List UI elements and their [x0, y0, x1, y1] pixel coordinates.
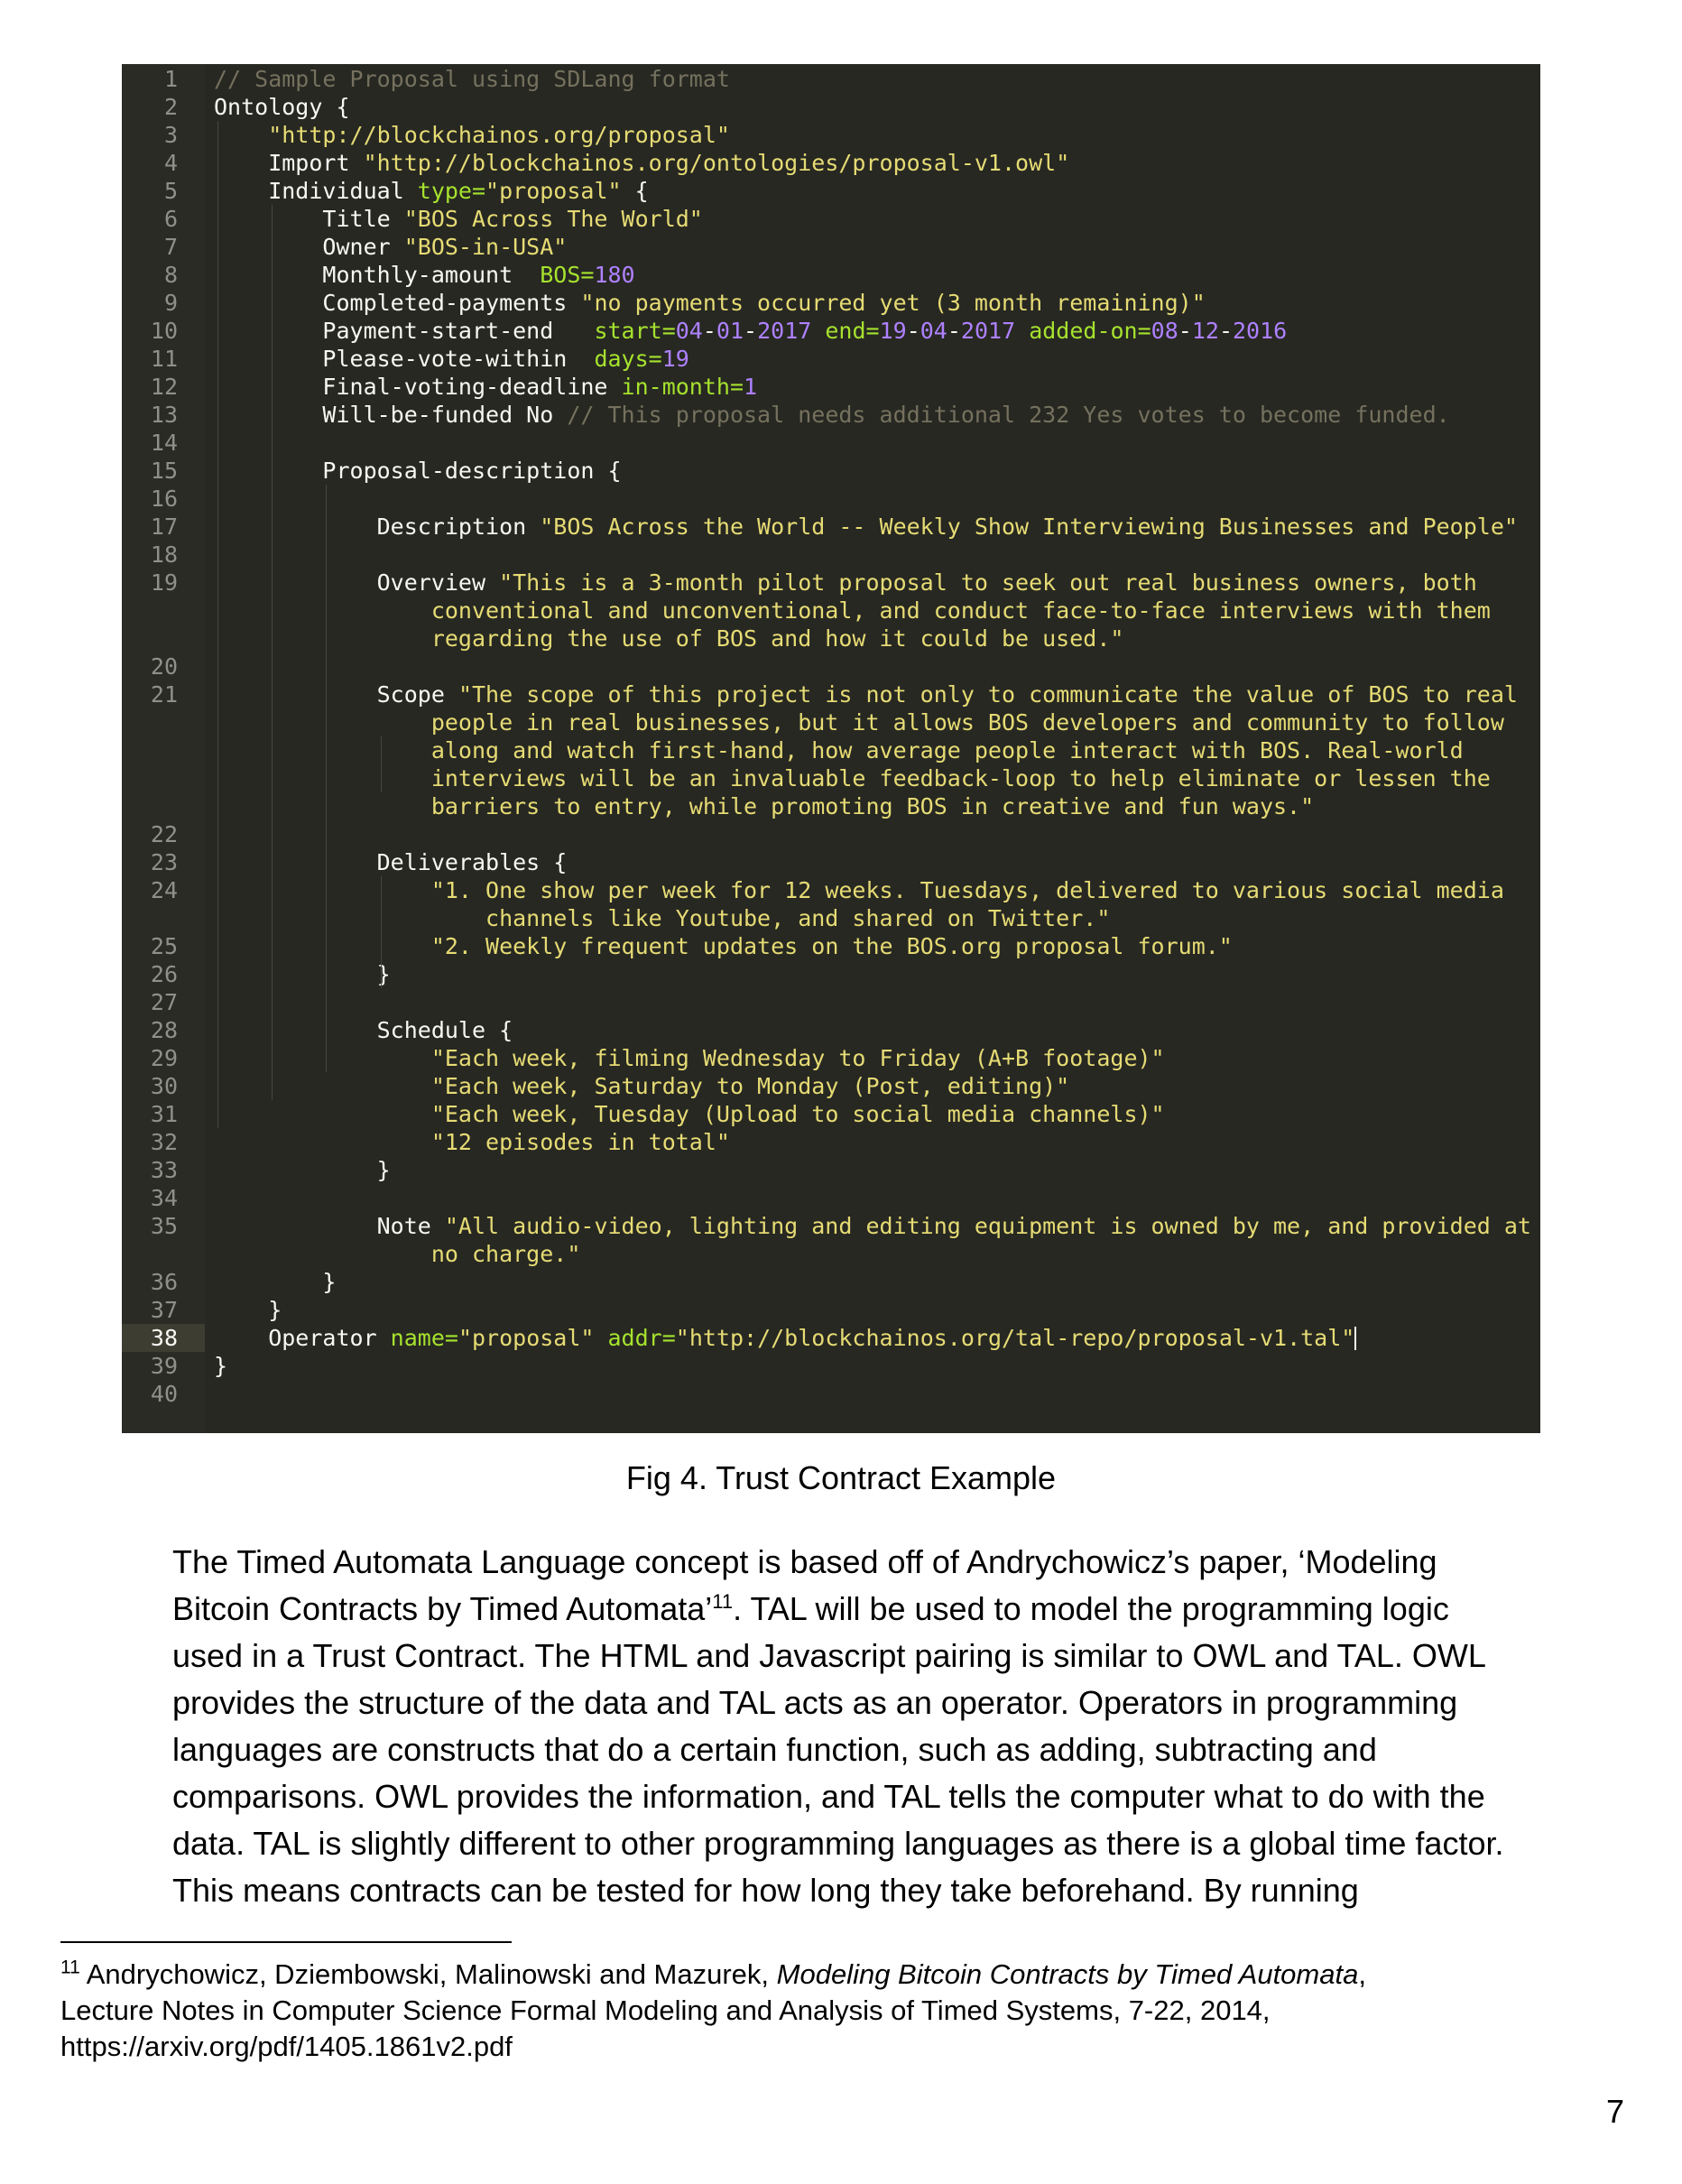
footnote [60, 1957, 1649, 2065]
code-token: Import [214, 150, 364, 176]
line-number: 27 [150, 989, 178, 1015]
code-line [122, 988, 1540, 1016]
code-line [122, 708, 1540, 736]
code-token: Description [214, 514, 541, 540]
code-line [122, 1128, 1540, 1156]
code-text[interactable] [214, 625, 1123, 652]
code-text[interactable] [214, 848, 567, 876]
code-line [122, 1156, 1540, 1184]
line-number: 17 [150, 514, 178, 540]
code-line [122, 261, 1540, 289]
line-number: 13 [150, 402, 178, 428]
code-token: "BOS-in-USA" [403, 234, 568, 260]
indent-guide [381, 876, 382, 988]
code-line [122, 876, 1540, 904]
code-text[interactable] [214, 205, 703, 233]
code-token: Proposal-description { [214, 458, 622, 484]
line-number: 6 [163, 206, 178, 232]
code-token: "2. Weekly frequent updates on the BOS.org proposal forum." [430, 933, 1233, 959]
code-text[interactable] [214, 764, 1491, 792]
code-line [122, 1044, 1540, 1072]
code-line [122, 1212, 1540, 1240]
code-token: 08 [1151, 318, 1178, 344]
code-token [214, 1101, 431, 1127]
code-line [122, 93, 1540, 121]
page-number: 7 [1605, 2093, 1624, 2130]
body-line-text: . TAL will be used to model the programming logic [733, 1590, 1449, 1627]
footnote-url[interactable]: https://arxiv.org/pdf/1405.1861v2.pdf [60, 2031, 513, 2062]
code-line [122, 149, 1540, 177]
code-token: } [214, 1297, 282, 1323]
body-line: The Timed Automata Language concept is based off of Andrychowicz’s paper, ‘Modeling [172, 1543, 1437, 1580]
code-token: Title [214, 206, 404, 232]
code-token: 180 [594, 262, 635, 288]
body-line: used in a Trust Contract. The HTML and Javascript pairing is similar to OWL and TAL. OWL [172, 1637, 1486, 1674]
code-token: Schedule { [214, 1017, 513, 1043]
code-line [122, 569, 1540, 597]
footnote-punct: , [1358, 1958, 1366, 1990]
code-token: BOS= [540, 262, 595, 288]
code-token: type= [417, 178, 486, 204]
code-text[interactable] [214, 708, 1504, 736]
code-text[interactable] [214, 1016, 513, 1044]
code-token: "12 episodes in total" [430, 1129, 730, 1155]
code-token: 04 [675, 318, 703, 344]
line-number: 20 [150, 653, 178, 680]
code-token: 12 [1191, 318, 1219, 344]
code-token: // This proposal needs additional 232 Yes votes to become funded. [567, 402, 1450, 428]
code-text[interactable] [214, 1352, 227, 1380]
line-number: 2 [163, 94, 178, 120]
code-line [122, 736, 1540, 764]
code-text[interactable] [214, 1296, 282, 1324]
code-text[interactable] [214, 904, 1110, 932]
body-line: This means contracts can be tested for how long they take beforehand. By running [172, 1872, 1359, 1909]
indent-guide [326, 485, 327, 1072]
body-line: comparisons. OWL provides the information, and TAL tells the computer what to do with the [172, 1778, 1485, 1815]
code-token: "http://blockchainos.org/tal-repo/proposal-v1.tal" [675, 1325, 1355, 1351]
code-token [214, 1073, 431, 1099]
code-token: 19 [879, 318, 907, 344]
code-token: Final-voting-deadline [214, 374, 622, 400]
code-token: - [702, 318, 716, 344]
line-number: 35 [150, 1213, 178, 1239]
line-number: 26 [150, 961, 178, 987]
code-token: - [744, 318, 758, 344]
code-token: "Each week, Tuesday (Upload to social media channels)" [430, 1101, 1165, 1127]
code-text[interactable] [214, 513, 1518, 541]
line-number: 33 [150, 1157, 178, 1183]
code-text[interactable] [214, 1044, 1165, 1072]
code-token: no charge." [214, 1241, 581, 1267]
code-line [122, 317, 1540, 345]
footnote-authors: Andrychowicz, Dziembowski, Malinowski and Mazurek, [86, 1958, 777, 1990]
code-token: 04 [920, 318, 947, 344]
code-token: end= [811, 318, 880, 344]
footnote-separator [60, 1941, 512, 1943]
code-token: Overview [214, 569, 500, 596]
code-token: } [214, 1353, 228, 1379]
code-line [122, 289, 1540, 317]
code-line [122, 1100, 1540, 1128]
code-token: in-month= [621, 374, 744, 400]
line-number: 23 [150, 849, 178, 875]
line-number: 22 [150, 821, 178, 847]
code-text[interactable] [214, 1100, 1165, 1128]
code-token [214, 1129, 431, 1155]
code-token: conventional and unconventional, and conduct face-to-face interviews with them [214, 597, 1491, 624]
code-token: "The scope of this project is not only to communicate the value of BOS to real [457, 681, 1518, 708]
code-line [122, 457, 1540, 485]
code-token: - [947, 318, 961, 344]
code-token: along and watch first-hand, how average people interact with BOS. Real-world [214, 737, 1464, 763]
line-number: 14 [150, 430, 178, 456]
code-text[interactable] [214, 121, 730, 149]
code-line [122, 848, 1540, 876]
indent-guide [381, 736, 382, 792]
indent-guide [272, 205, 273, 1100]
code-token: interviews will be an invaluable feedback-loop to help eliminate or lessen the [214, 765, 1491, 791]
line-number: 1 [163, 66, 178, 92]
code-token: days= [594, 346, 662, 372]
code-token: "proposal" [485, 178, 622, 204]
code-line [122, 513, 1540, 541]
code-line [122, 597, 1540, 625]
code-token: 1 [744, 374, 758, 400]
line-number: 5 [163, 178, 178, 204]
code-token: "proposal" [457, 1325, 595, 1351]
code-line [122, 485, 1540, 513]
code-text[interactable] [214, 65, 730, 93]
body-line: provides the structure of the data and TAL acts as an operator. Operators in programming [172, 1684, 1458, 1721]
code-token: added-on= [1015, 318, 1151, 344]
line-number: 16 [150, 486, 178, 512]
line-number: 28 [150, 1017, 178, 1043]
line-number: 40 [150, 1381, 178, 1407]
code-text[interactable] [214, 401, 1450, 429]
code-token: - [1218, 318, 1233, 344]
line-number: 10 [150, 318, 178, 344]
code-line [122, 1352, 1540, 1380]
code-text[interactable] [214, 93, 350, 121]
footnote-number: 11 [60, 1957, 80, 1978]
code-token: { [336, 94, 350, 120]
code-token: Ontology [214, 94, 337, 120]
code-token: Deliverables { [214, 849, 568, 875]
code-line [122, 429, 1540, 457]
code-line [122, 1268, 1540, 1296]
code-token: "Each week, Saturday to Monday (Post, editing)" [430, 1073, 1070, 1099]
code-token: "Each week, filming Wednesday to Friday (A+B footage)" [430, 1045, 1165, 1071]
line-number: 9 [163, 290, 178, 316]
indent-guide [217, 121, 218, 1128]
footnote-line: Lecture Notes in Computer Science Formal Modeling and Analysis of Timed Systems, 7-22, 2014, [60, 1994, 1271, 2026]
code-text[interactable] [214, 680, 1518, 708]
code-line [122, 820, 1540, 848]
code-token: 2016 [1233, 318, 1288, 344]
code-token: "1. One show per week for 12 weeks. Tuesdays, delivered to various social media [430, 877, 1504, 903]
code-token [214, 1045, 431, 1071]
figure-caption: Fig 4. Trust Contract Example [625, 1459, 1057, 1496]
code-text[interactable] [214, 457, 622, 485]
code-line [122, 121, 1540, 149]
code-text[interactable] [214, 1324, 1356, 1352]
code-line [122, 625, 1540, 652]
code-text[interactable] [214, 373, 757, 401]
code-text[interactable] [214, 261, 635, 289]
code-token: Payment-start-end [214, 318, 595, 344]
line-number: 4 [163, 150, 178, 176]
code-editor-screenshot [122, 64, 1540, 1433]
body-line-text: Bitcoin Contracts by Timed Automata’ [172, 1590, 713, 1627]
code-token: "BOS Across the World -- Weekly Show Interviewing Businesses and People" [540, 514, 1518, 540]
line-number: 32 [150, 1129, 178, 1155]
code-line [122, 764, 1540, 792]
code-token [214, 122, 268, 148]
code-line [122, 1296, 1540, 1324]
code-token: Owner [214, 234, 404, 260]
body-line [172, 1586, 1652, 1633]
line-number: 12 [150, 374, 178, 400]
line-number: 8 [163, 262, 178, 288]
code-text[interactable] [214, 597, 1491, 625]
code-line [122, 1240, 1540, 1268]
code-token: Monthly-amount [214, 262, 541, 288]
code-text[interactable] [214, 149, 1069, 177]
footnote-line [60, 1957, 1649, 1993]
code-line [122, 904, 1540, 932]
code-token: Completed-payments [214, 290, 581, 316]
line-number: 11 [150, 346, 178, 372]
code-token: 01 [716, 318, 744, 344]
code-text[interactable] [214, 233, 567, 261]
code-text[interactable] [214, 876, 1504, 904]
line-number: 37 [150, 1297, 178, 1323]
code-text[interactable] [214, 569, 1477, 597]
line-number: 18 [150, 541, 178, 568]
line-number: 39 [150, 1353, 178, 1379]
code-line [122, 401, 1540, 429]
code-line [122, 1072, 1540, 1100]
code-line [122, 205, 1540, 233]
code-token [214, 933, 431, 959]
code-token: "This is a 3-month pilot proposal to seek out real business owners, both [499, 569, 1477, 596]
line-number: 34 [150, 1185, 178, 1211]
code-token: Individual [214, 178, 418, 204]
line-number: 21 [150, 681, 178, 708]
code-token: Note [214, 1213, 445, 1239]
code-line [122, 65, 1540, 93]
code-line [122, 177, 1540, 205]
code-text[interactable] [214, 317, 1287, 345]
code-text[interactable] [214, 345, 689, 373]
text-cursor [1354, 1327, 1356, 1350]
code-token: "no payments occurred yet (3 month remaining)" [580, 290, 1206, 316]
code-token: start= [594, 318, 676, 344]
body-paragraph [172, 1539, 1652, 1914]
code-text[interactable] [214, 1128, 730, 1156]
footnote-title: Modeling Bitcoin Contracts by Timed Automata [776, 1958, 1359, 1990]
line-number: 7 [163, 234, 178, 260]
code-token: channels like Youtube, and shared on Twitter." [214, 905, 1111, 931]
code-line [122, 932, 1540, 960]
body-line: data. TAL is slightly different to other programming languages as there is a global time factor. [172, 1825, 1504, 1862]
code-text[interactable] [214, 1240, 580, 1268]
code-token: "BOS Across The World" [403, 206, 703, 232]
code-line [122, 680, 1540, 708]
line-number: 36 [150, 1269, 178, 1295]
code-text[interactable] [214, 177, 649, 205]
code-token: 2017 [960, 318, 1016, 344]
code-line [122, 960, 1540, 988]
line-number: 3 [163, 122, 178, 148]
code-token: - [906, 318, 920, 344]
code-token: } [214, 1269, 337, 1295]
code-token: 19 [661, 346, 689, 372]
code-text[interactable] [214, 1212, 1531, 1240]
footnote-reference[interactable]: 11 [712, 1590, 734, 1613]
code-token: // Sample Proposal using SDLang format [214, 66, 730, 92]
code-line [122, 373, 1540, 401]
code-text[interactable] [214, 1268, 336, 1296]
code-line [122, 1324, 1540, 1352]
code-text[interactable] [214, 736, 1464, 764]
code-token: name= [390, 1325, 458, 1351]
code-text[interactable] [214, 1072, 1069, 1100]
code-text[interactable] [214, 960, 391, 988]
line-number: 38 [150, 1325, 178, 1351]
code-line [122, 1380, 1540, 1408]
line-number: 19 [150, 569, 178, 596]
line-number: 31 [150, 1101, 178, 1127]
code-line [122, 345, 1540, 373]
code-token: barriers to entry, while promoting BOS in creative and fun ways." [214, 793, 1315, 819]
code-token: Will-be-funded No [214, 402, 568, 428]
code-token: people in real businesses, but it allows BOS developers and community to follow [214, 709, 1504, 736]
code-token: Please-vote-within [214, 346, 595, 372]
line-number: 29 [150, 1045, 178, 1071]
code-token: addr= [594, 1325, 676, 1351]
code-token [214, 877, 431, 903]
code-line [122, 652, 1540, 680]
code-token: } [214, 1157, 391, 1183]
code-text[interactable] [214, 1156, 391, 1184]
code-token: } [214, 961, 391, 987]
code-token: { [621, 178, 649, 204]
code-token: Operator [214, 1325, 391, 1351]
code-line [122, 1184, 1540, 1212]
code-line [122, 1016, 1540, 1044]
code-token: 2017 [757, 318, 812, 344]
code-line [122, 792, 1540, 820]
code-token: "All audio-video, lighting and editing equipment is owned by me, and provided at [444, 1213, 1531, 1239]
line-number: 30 [150, 1073, 178, 1099]
code-token: regarding the use of BOS and how it could be used." [214, 625, 1124, 652]
code-text[interactable] [214, 792, 1314, 820]
line-number: 15 [150, 458, 178, 484]
code-line [122, 233, 1540, 261]
code-token: - [1178, 318, 1192, 344]
body-line: languages are constructs that do a certain function, such as adding, subtracting and [172, 1731, 1377, 1768]
code-text[interactable] [214, 289, 1206, 317]
line-number: 24 [150, 877, 178, 903]
code-token: "http://blockchainos.org/proposal" [268, 122, 730, 148]
code-text[interactable] [214, 932, 1233, 960]
code-token: Scope [214, 681, 458, 708]
code-token: "http://blockchainos.org/ontologies/proposal-v1.owl" [363, 150, 1070, 176]
line-number: 25 [150, 933, 178, 959]
code-line [122, 541, 1540, 569]
